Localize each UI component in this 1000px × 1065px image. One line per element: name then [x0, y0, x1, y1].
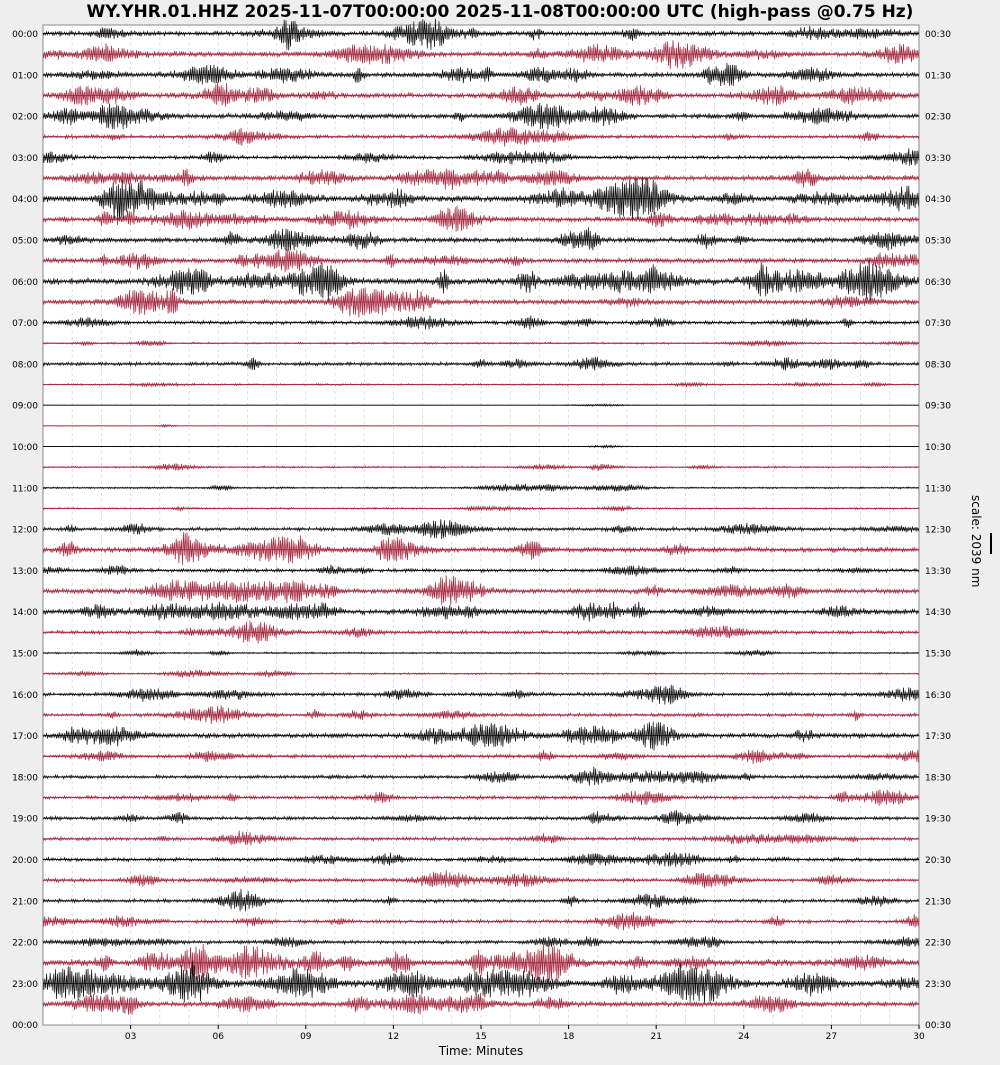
left-time-label: 20:00: [12, 856, 38, 866]
right-time-label: 16:30: [925, 690, 951, 701]
right-time-axis: [925, 30, 951, 1031]
right-time-label: 13:30: [925, 566, 951, 577]
left-time-label: 21:00: [12, 897, 38, 908]
left-time-label: 06:00: [12, 277, 38, 288]
x-axis-label: Time: Minutes: [438, 1044, 524, 1058]
x-tick-label: 03: [124, 1032, 137, 1042]
left-time-label: 09:00: [12, 401, 38, 412]
right-time-label: 22:30: [925, 938, 951, 949]
right-time-label: 03:30: [925, 153, 951, 164]
x-tick-label: 21: [650, 1032, 662, 1042]
left-time-label: 19:00: [12, 814, 38, 825]
left-time-label: 07:00: [12, 319, 38, 330]
right-time-label: 15:30: [925, 649, 951, 660]
left-time-label: 22:00: [12, 938, 38, 949]
left-time-axis: [12, 30, 38, 1031]
right-time-label: 20:30: [925, 856, 951, 866]
left-time-label: 18:00: [12, 773, 38, 784]
right-time-label: 12:30: [925, 525, 951, 536]
left-time-label: 01:00: [12, 71, 38, 82]
left-time-label: 14:00: [12, 608, 38, 619]
left-time-label: 03:00: [12, 153, 38, 164]
left-time-label: 23:00: [12, 979, 38, 990]
right-time-label: 00:30: [925, 1021, 951, 1032]
left-time-label: 10:00: [12, 443, 38, 453]
x-tick-label: 24: [738, 1032, 750, 1042]
right-time-label: 21:30: [925, 897, 951, 908]
left-time-label: 05:00: [12, 236, 38, 247]
right-time-label: 00:30: [925, 30, 951, 40]
left-time-label: 00:00: [12, 1021, 38, 1032]
x-tick-label: 30: [913, 1032, 925, 1042]
right-time-label: 11:30: [925, 484, 951, 495]
x-tick-label: 12: [387, 1032, 400, 1042]
right-time-label: 10:30: [925, 443, 951, 453]
right-time-label: 07:30: [925, 319, 951, 330]
right-time-label: 14:30: [925, 608, 951, 619]
right-time-label: 02:30: [925, 112, 951, 123]
left-time-label: 15:00: [12, 649, 38, 660]
x-tick-label: 15: [475, 1032, 487, 1042]
left-time-label: 11:00: [12, 484, 38, 495]
left-time-label: 08:00: [12, 360, 38, 371]
right-time-label: 01:30: [925, 71, 951, 82]
right-time-label: 08:30: [925, 360, 951, 371]
right-time-label: 09:30: [925, 401, 951, 412]
right-time-label: 17:30: [925, 732, 951, 743]
x-axis-minutes: [125, 1025, 925, 1042]
left-time-label: 02:00: [12, 112, 38, 123]
right-time-label: 23:30: [925, 979, 951, 990]
left-time-label: 04:00: [12, 195, 38, 206]
x-tick-label: 06: [212, 1032, 224, 1042]
chart-title: WY.YHR.01.HHZ 2025-11-07T00:00:00 2025-11-08T00:00:00 UTC (high-pass @0.75 Hz): [86, 2, 914, 22]
right-time-label: 05:30: [925, 236, 951, 247]
right-time-label: 04:30: [925, 195, 951, 206]
left-time-label: 00:00: [12, 30, 38, 40]
x-tick-label: 18: [562, 1032, 575, 1042]
left-time-label: 16:00: [12, 690, 38, 701]
left-time-label: 12:00: [12, 525, 38, 536]
x-tick-label: 09: [300, 1032, 312, 1042]
scale-indicator: [955, 480, 995, 600]
left-time-label: 13:00: [12, 566, 38, 577]
right-time-label: 19:30: [925, 814, 951, 825]
scale-label-text: scale: 2039 nm: [969, 495, 983, 588]
left-time-label: 17:00: [12, 732, 38, 743]
right-time-label: 06:30: [925, 277, 951, 288]
x-tick-label: 27: [825, 1032, 838, 1042]
right-time-label: 18:30: [925, 773, 951, 784]
